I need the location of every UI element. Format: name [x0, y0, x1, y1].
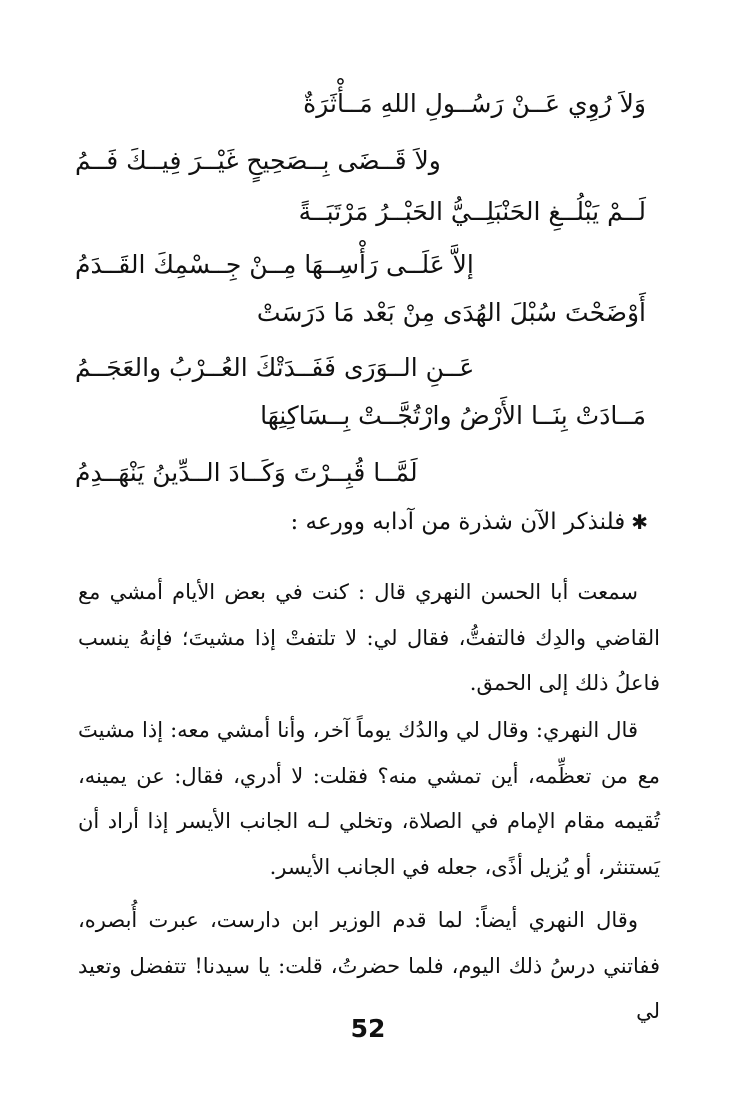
paragraph-text: سمعت أبا الحسن النهري قال : كنت في بعض الأيام أمشي مع القاضي والدِك فالتفتُّ، فقال لي: لا تلتفتْ إذا مشيتَ؛ فإنهُ ينسب فاعلُ ذلك إلى الحمق.	[78, 580, 660, 695]
poem-verse: لَــمْ يَبْلُــغِ الحَنْبَلِــيُّ الحَبْــرُ مَرْتَبَــةً	[298, 197, 646, 226]
paragraph-text: وقال النهري أيضاً: لما قدم الوزير ابن دارست، عبرت أُبصره، ففاتني درسُ ذلك اليوم، فلما حضرتُ، قلت: يا سيدنا! تتفضل وتعيد لي	[78, 908, 660, 1023]
poem-verse: مَــادَتْ بِنَــا الأَرْضُ وارْتُجَّــتْ بِــسَاكِنِهَا	[260, 401, 646, 430]
paragraph	[78, 708, 660, 890]
page-number: 52	[350, 1014, 386, 1043]
poem-verse: إلاَّ عَلَــى رَأْسِــهَا مِــنْ جِــسْمِكَ القَــدَمُ	[75, 250, 474, 279]
poem-verse: وَلاَ رُوِي عَــنْ رَسُــولِ اللهِ مَــأْثَرَةٌ	[303, 89, 646, 118]
paragraph	[78, 570, 660, 707]
poem-verse: عَــنِ الــوَرَى فَفَــدَتْكَ العُــرْبُ والعَجَــمُ	[75, 353, 475, 382]
section-heading-text: فلنذكر الآن شذرة من آدابه وورعه :	[290, 509, 626, 535]
poem-verse: ولاَ قَــضَى بِــصَحِيحٍ غَيْــرَ فِيــكَ فَــمُ	[75, 146, 441, 175]
poem-verse: أَوْضَحْتَ سُبْلَ الهُدَى مِنْ بَعْد مَا دَرَسَتْ	[256, 298, 646, 327]
asterisk-icon: ✱	[631, 510, 648, 534]
poem-verse: لَمَّــا قُبِــرْتَ وَكَــادَ الــدِّينُ يَنْهَــدِمُ	[75, 458, 418, 487]
paragraph-text: قال النهري: وقال لي والدُك يوماً آخر، وأنا أمشي معه: إذا مشيتَ مع من تعظِّمه، أين تمشي منه؟ فقلت: لا أدري، فقال: عن يمينه، تُقيمه مقام الإمام في الصلاة، وتخلي لـه الجانب الأيسر إذا أراد أن يَستنثر، أو يُزيل أذًى، جعله في الجانب الأيسر.	[78, 718, 660, 879]
section-heading	[290, 505, 648, 539]
